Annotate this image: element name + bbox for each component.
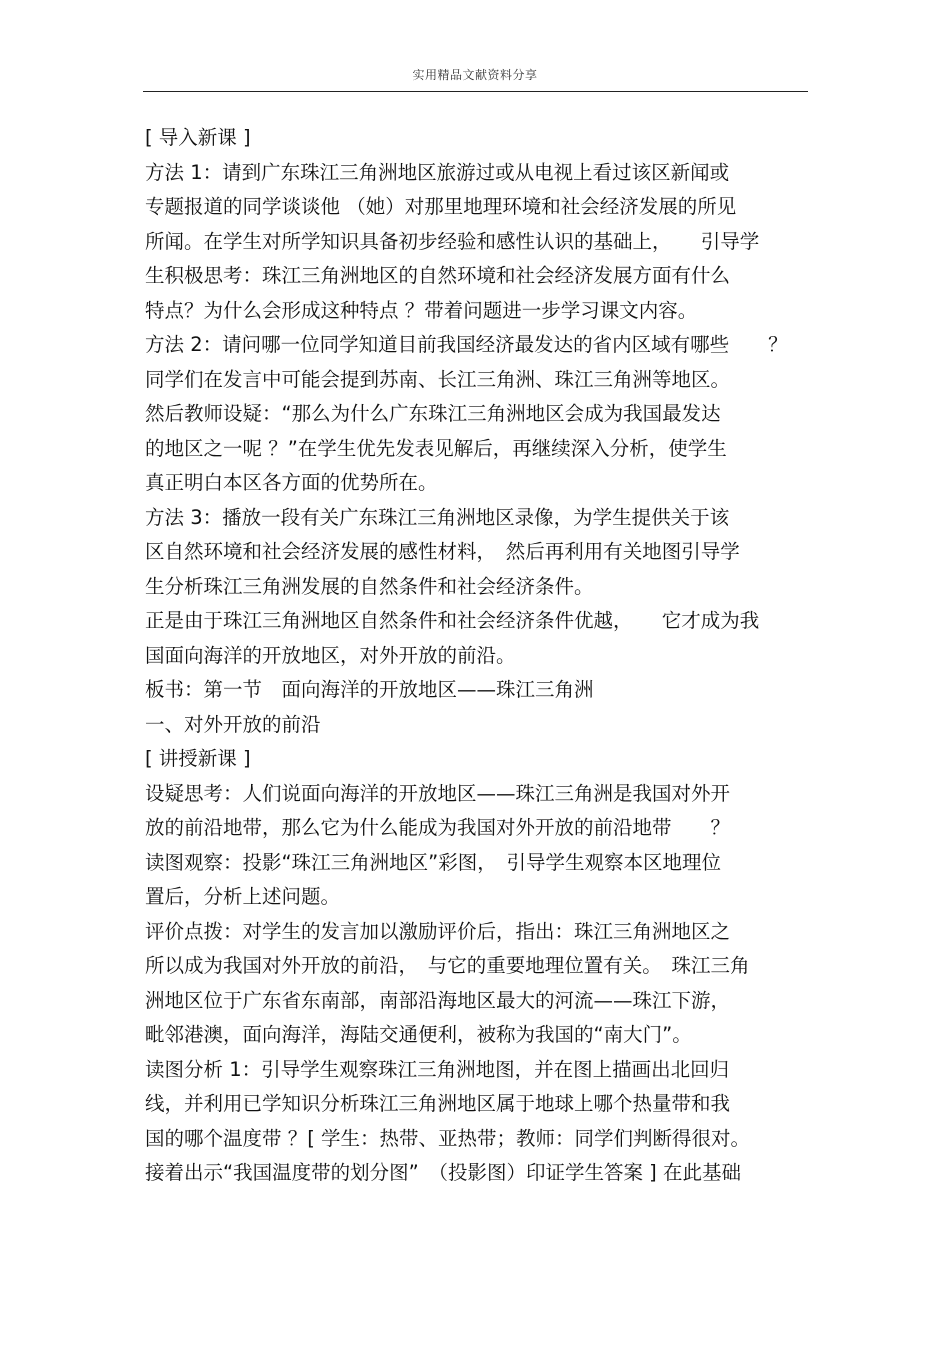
text-line: 同学们在发言中可能会提到苏南、长江三角洲、珠江三角洲等地区。 <box>145 367 731 391</box>
text-line: 一、对外开放的前沿 <box>145 712 321 736</box>
text-line: 所以成为我国对外开放的前沿， 与它的重要地理位置有关。 珠江三角 <box>145 954 750 977</box>
text-line: 评价点拨：对学生的发言加以激励评价后，指出：珠江三角洲地区之 <box>145 919 731 943</box>
text-line: 方法 3：播放一段有关广东珠江三角洲地区录像，为学生提供关于该 <box>145 505 730 529</box>
text-line: 真正明白本区各方面的优势所在。 <box>145 471 438 494</box>
text-line: 所闻。在学生对所学知识具备初步经验和感性认识的基础上， 引导学 <box>145 229 760 253</box>
header-divider <box>143 91 808 92</box>
text-line: 设疑思考：人们说面向海洋的开放地区——珠江三角洲是我国对外开 <box>145 781 731 805</box>
text-line: 生积极思考：珠江三角洲地区的自然环境和社会经济发展方面有什么 <box>145 264 731 287</box>
text-line: 读图观察：投影“珠江三角洲地区”彩图， 引导学生观察本区地理位 <box>145 850 721 874</box>
text-line: 线，并利用已学知识分析珠江三角洲地区属于地球上哪个热量带和我 <box>145 1092 731 1115</box>
text-line: 专题报道的同学谈谈他 （她）对那里地理环境和社会经济发展的所见 <box>145 195 737 218</box>
text-line: 正是由于珠江三角洲地区自然条件和社会经济条件优越， 它才成为我 <box>145 609 760 632</box>
text-line: 板书：第一节 面向海洋的开放地区——珠江三角洲 <box>145 678 594 701</box>
text-line: 放的前沿地带，那么它为什么能成为我国对外开放的前沿地带 ？ <box>145 816 731 839</box>
text-line: 毗邻港澳，面向海洋，海陆交通便利，被称为我国的“南大门”。 <box>145 1023 692 1046</box>
text-line: 读图分析 1：引导学生观察珠江三角洲地图，并在图上描画出北回归 <box>145 1057 730 1081</box>
text-line: [ 导入新课 ] <box>145 126 251 149</box>
text-line: 方法 2：请问哪一位同学知道目前我国经济最发达的省内区域有哪些 ？ <box>145 333 788 356</box>
page-header: 实用精品文献资料分享 <box>412 68 538 82</box>
text-line: [ 讲授新课 ] <box>145 747 251 770</box>
text-line: 国面向海洋的开放地区，对外开放的前沿。 <box>145 643 516 667</box>
text-line: 置后，分析上述问题。 <box>145 885 341 908</box>
text-line: 的地区之一呢 ？”在学生优先发表见解后，再继续深入分析，使学生 <box>145 436 727 460</box>
text-line: 特点？为什么会形成这种特点 ？带着问题进一步学习课文内容。 <box>145 298 698 322</box>
text-line: 然后教师设疑：“那么为什么广东珠江三角洲地区会成为我国最发达 <box>145 402 721 425</box>
text-line: 接着出示“我国温度带的划分图” （投影图）印证学生答案 ] 在此基础 <box>145 1161 741 1184</box>
document-body <box>145 121 810 1191</box>
text-line: 洲地区位于广东省东南部，南部沿海地区最大的河流——珠江下游， <box>145 988 731 1012</box>
text-line: 方法 1：请到广东珠江三角洲地区旅游过或从电视上看过该区新闻或 <box>145 160 730 184</box>
text-line: 生分析珠江三角洲发展的自然条件和社会经济条件。 <box>145 574 594 598</box>
text-line: 区自然环境和社会经济发展的感性材料， 然后再利用有关地图引导学 <box>145 540 740 563</box>
text-line: 国的哪个温度带 ？[ 学生：热带、亚热带；教师：同学们判断得很对。 <box>145 1126 751 1150</box>
